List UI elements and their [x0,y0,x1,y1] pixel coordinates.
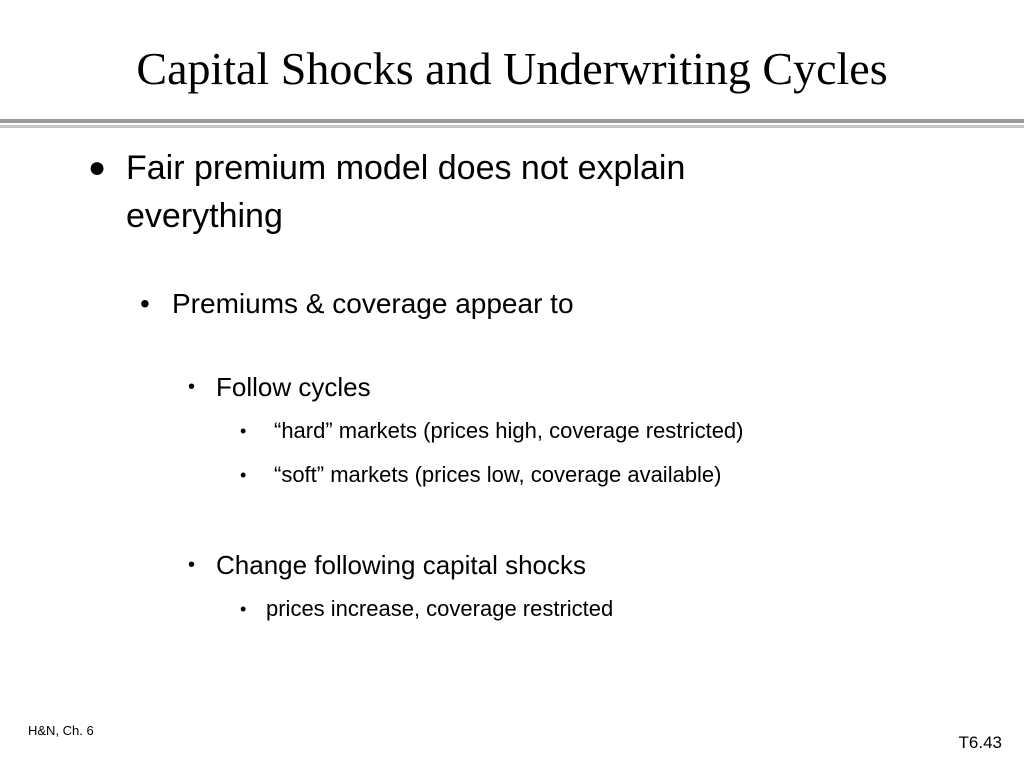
bullet-follow-cycles-text: Follow cycles [216,372,371,402]
bullet-level1-text: Fair premium model does not explain everything [126,149,686,235]
bullet-prices-increase-text: prices increase, coverage restricted [266,596,614,621]
bullet-dot-icon: • [240,465,247,485]
footer-chapter-label: H&N, Ch. 6 [28,723,94,738]
bullet-dot-icon: • [188,376,196,398]
footer-slide-number: T6.43 [958,733,1002,752]
bullet-change-capital-shocks-text: Change following capital shocks [216,550,586,580]
bullet-dot-icon: • [188,554,196,576]
bullet-soft-markets-text: “soft” markets (prices low, coverage available) [274,462,722,487]
title-divider-dark [0,119,1024,123]
bullet-dot-icon: • [140,288,150,319]
bullet-dot-icon: • [240,599,247,619]
bullet-level2-text: Premiums & coverage appear to [172,288,574,319]
bullet-hard-markets-text: “hard” markets (prices high, coverage restricted) [274,418,744,443]
filled-circle-bullet-icon: ● [88,151,107,184]
title-divider-light [0,125,1024,128]
slide-title: Capital Shocks and Underwriting Cycles [136,43,888,94]
bullet-dot-icon: • [240,421,247,441]
